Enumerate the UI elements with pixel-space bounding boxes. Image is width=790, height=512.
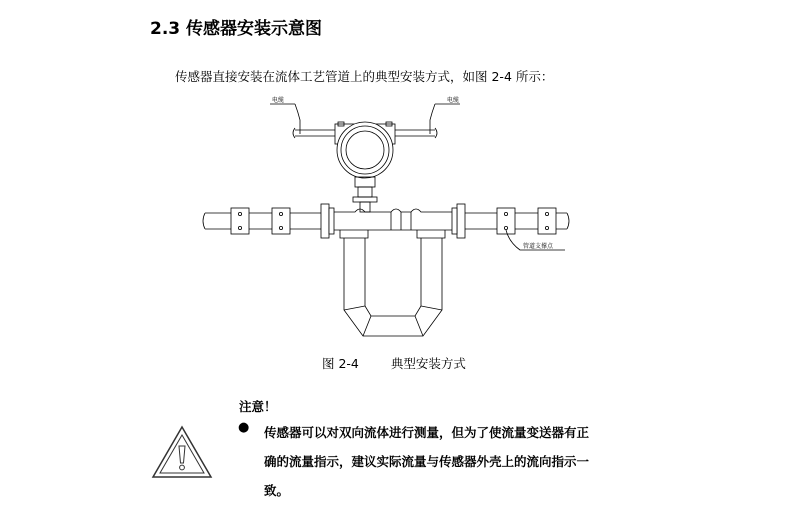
warning-triangle-icon	[151, 425, 213, 480]
intro-paragraph: 传感器直接安装在流体工艺管道上的典型安装方式，如图 2-4 所示：	[175, 69, 554, 84]
cable-right	[395, 104, 460, 138]
figure-title: 典型安装方式	[390, 356, 466, 371]
sensor-body	[334, 209, 452, 238]
cable-left	[270, 104, 335, 138]
installation-diagram	[195, 92, 575, 347]
transmitter-head	[335, 122, 395, 212]
note-title: 注意！	[239, 399, 277, 414]
figure-number: 图 2-4	[322, 356, 359, 371]
note-bullet: ●	[238, 420, 250, 435]
note-line: 确的流量指示，建议实际流量与传感器外壳上的流向指示一	[264, 454, 590, 469]
note-line: 传感器可以对双向流体进行测量，但为了使流量变送器有正	[264, 425, 590, 440]
flanges	[321, 204, 465, 238]
figure-caption	[322, 354, 466, 372]
cable-right-label: 电缆	[447, 97, 460, 104]
note-body	[264, 418, 644, 505]
cable-left-label: 电缆	[272, 97, 285, 104]
support-point-label: 管道支撑点	[523, 243, 554, 250]
section-heading: 2.3 传感器安装示意图	[150, 19, 323, 39]
measuring-tubes	[344, 238, 442, 336]
note-line: 致。	[264, 483, 290, 498]
